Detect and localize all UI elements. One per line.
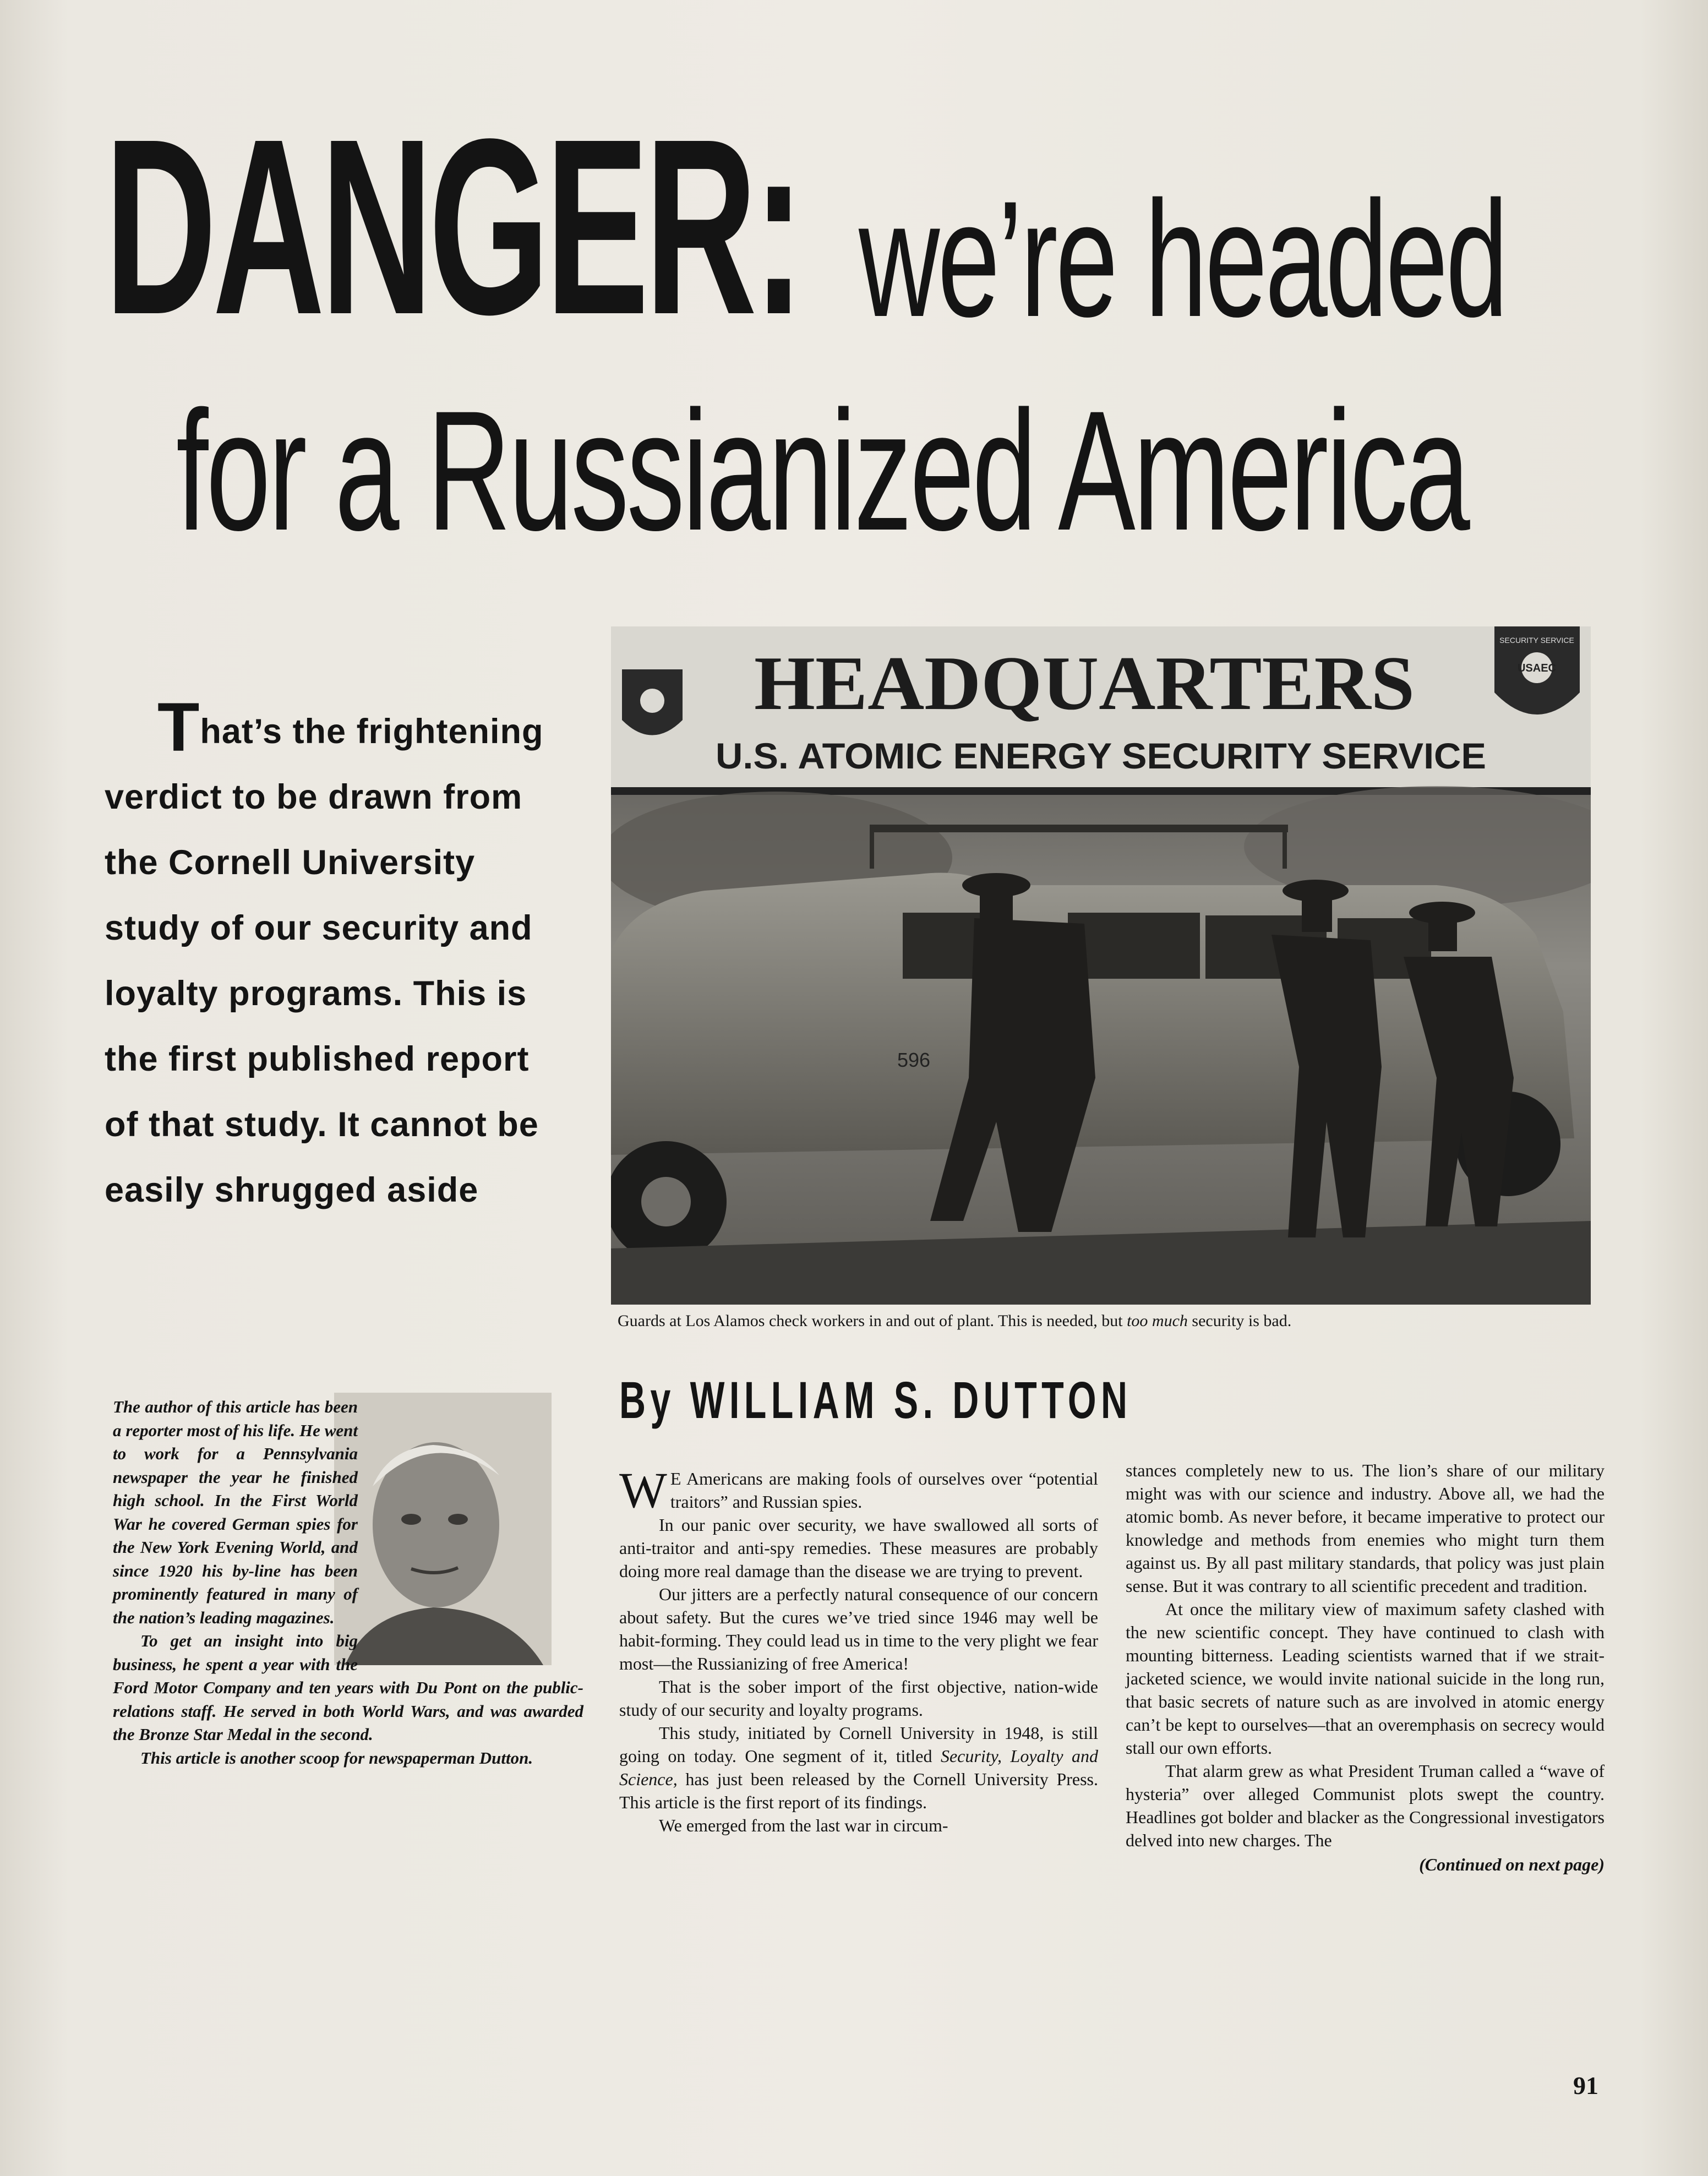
page-number: 91 — [1573, 2071, 1598, 2099]
body-drop-cap: W — [619, 1462, 667, 1518]
badge-usaec-label: USAEC — [1517, 662, 1557, 674]
headline-line-1 — [105, 87, 1624, 377]
body-paragraph-6: We emerged from the last war in circum- — [659, 1815, 948, 1835]
deck-summary — [105, 689, 545, 1223]
sign-headquarters: HEADQUARTERS — [754, 641, 1415, 726]
body-paragraph-5: This study, initiated by Cornell University in 1948, is still going on today. One segment of it, titled Security, Loyalty and Science, has just been released by the Cornell University Press. This article is the first report of its findings. — [619, 1723, 1099, 1812]
guards-photo — [611, 626, 1591, 1305]
body-paragraph-3: Our jitters are a perfectly natural consequence of our concern about safety. But the cures we’ve tried since 1946 may well be habit-forming. They could lead us in time to the very plight we fear most—the Russianizing of free America! — [619, 1584, 1098, 1673]
caption-text-1: Guards at Los Alamos check workers in and out of plant. This is needed, but — [618, 1312, 1127, 1330]
study-title: Security, Loyalty and Science, — [619, 1746, 1099, 1789]
headline-line-2: for a Russianized America — [176, 375, 1468, 566]
photo-caption — [618, 1312, 1592, 1330]
guards-photo-graphic — [611, 626, 1591, 1305]
car-number: 596 — [897, 1049, 931, 1071]
badge-security-label: SECURITY SERVICE — [1499, 636, 1574, 645]
body-paragraph-2: In our panic over security, we have swallowed all sorts of anti-traitor and anti-spy remedies. These measures are probably doing more real damage than the disease we are trying to prevent. — [619, 1515, 1098, 1581]
headline-were-headed: we’re headed — [859, 166, 1506, 351]
body-paragraph-1: W E Americans are making fools of ourselves over “potential traitors” and Russian spies. — [619, 1462, 1098, 1518]
deck-drop-cap: T — [157, 689, 200, 766]
body-column-2 — [1126, 1459, 1605, 1876]
bio-paragraph-1: The author of this article has been a reporter most of his life. He went to work for a Pennsylvania newspaper the year he finished high school. In the First World War he covered German spies for the New York Evening World, and since 1920 his by-line has been prominently featured in many of the nation’s leading magazines. — [113, 1397, 358, 1627]
body-paragraph-8: At once the military view of maximum safety clashed with the new scientific concept. They have continued to clash with mounting bitterness. Leading scientists warned that if we strait-jacketed science, we would invite national suicide in the long run, that basic secrets of nature such as are involved in atomic energy can’t be kept to ourselves—that an overemphasis on secrecy would stall our own efforts. — [1126, 1599, 1605, 1758]
headline-danger: DANGER: — [105, 87, 801, 367]
sign-subtitle: U.S. ATOMIC ENERGY SECURITY SERVICE — [716, 735, 1486, 776]
body-paragraph-9: That alarm grew as what President Truman called a “wave of hysteria” over alleged Communist plots swept the country. Headlines got bolder and blacker as the Congressional investigators delved into new charges. The — [1126, 1761, 1605, 1850]
body-column-1 — [619, 1462, 1099, 1837]
body-paragraph-7: stances completely new to us. The lion’s share of our military might was with our science and industry. Above all, we had the atomic bomb. As never before, it became imperative to protect our knowledge and methods from enemies who might turn them against us. By all past military standards, that policy was just plain sense. But it was contrary to all scientific precedent and tradition. — [1126, 1460, 1605, 1596]
roof-rack — [870, 825, 1288, 832]
bio-paragraph-3: This article is another scoop for newspaperman Dutton. — [140, 1748, 533, 1768]
deck-text: hat’s the frightening verdict to be drawn from the Cornell University study of our security and loyalty programs. This is the first published report of that study. It cannot be easily shrugged aside — [105, 712, 544, 1209]
bio-paragraph-2: To get an insight into big business, he spent a year with the Ford Motor Company and ten years with Du Pont on the public-relations staff. He served in both World Wars, and was awarded the Bronze Star Medal in the second. — [113, 1631, 583, 1744]
byline: By WILLIAM S. DUTTON — [619, 1371, 1132, 1430]
author-bio — [113, 1395, 583, 1770]
caption-text-2: security is bad. — [1187, 1312, 1292, 1330]
continued-note: (Continued on next page) — [1419, 1855, 1605, 1874]
body-paragraph-4: That is the sober import of the first objective, nation-wide study of our security and loyalty programs. — [619, 1677, 1098, 1720]
caption-italic: too much — [1127, 1312, 1188, 1330]
